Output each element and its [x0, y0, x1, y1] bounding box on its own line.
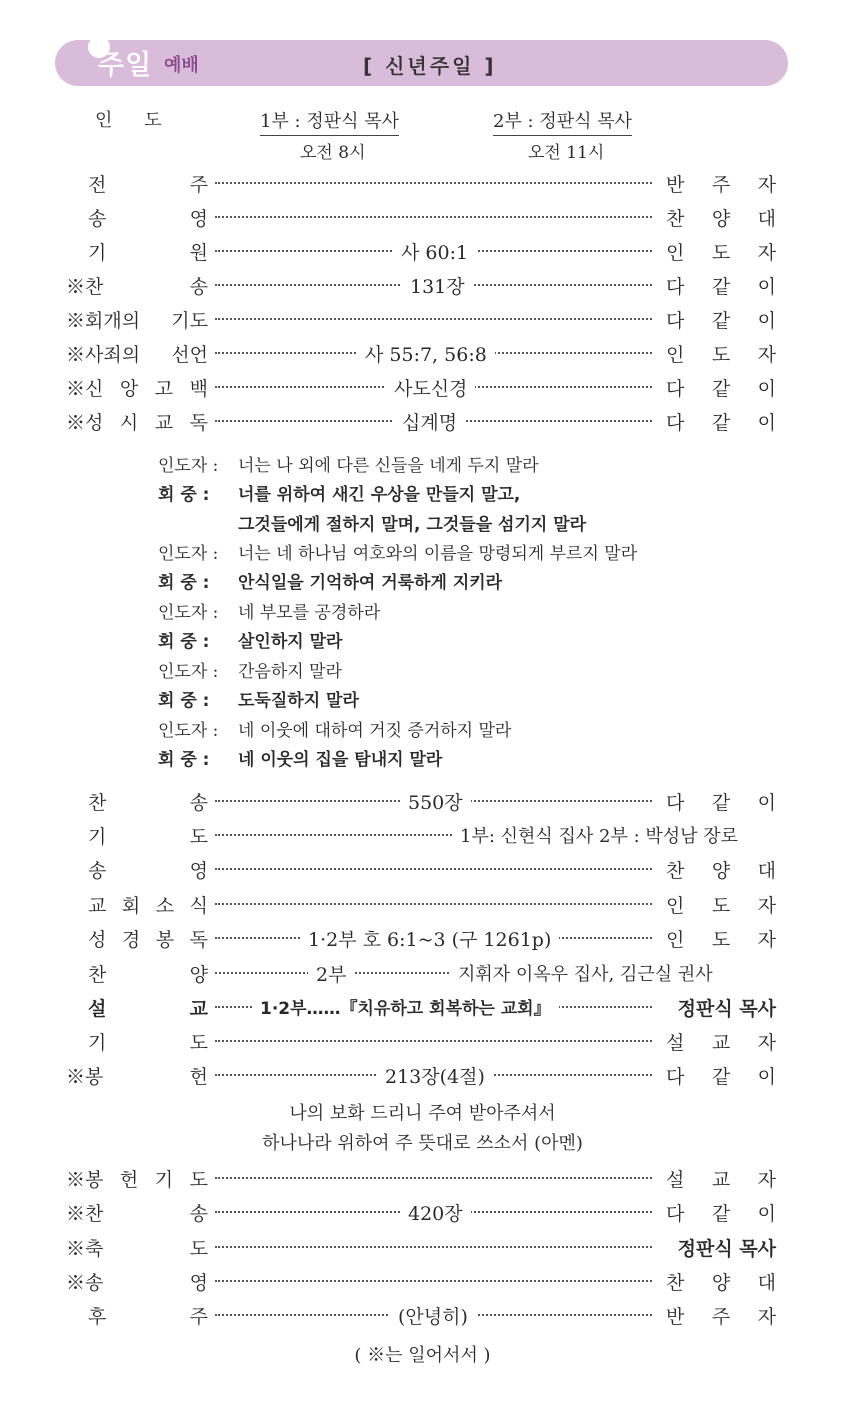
order-label: 찬 양: [88, 964, 208, 986]
order-right: 다 같 이: [666, 1066, 776, 1088]
offering-lyric: 나의 보화 드리니 주여 받아주셔서: [289, 1103, 556, 1124]
order-center: 사도신경: [386, 374, 475, 401]
service2-title: 2부 : 정판식 목사: [493, 107, 632, 136]
dot-leader: [215, 1280, 652, 1282]
order-center: 사 55:7, 56:8: [357, 340, 495, 367]
order-right: 인 도 자: [666, 895, 776, 917]
order-right: 찬 양 대: [666, 860, 776, 882]
page-title: [ 신년주일 ]: [363, 54, 497, 78]
order-row: [0, 238, 845, 268]
order-row: [0, 891, 845, 921]
order-row: [0, 306, 845, 336]
dot-leader: [215, 903, 652, 905]
order-right: 지휘자 이옥우 집사, 김근실 권사: [450, 960, 721, 986]
order-label: 성 경 봉 독: [88, 929, 208, 951]
order-right: 다 같 이: [666, 1203, 776, 1225]
order-center: 131장: [402, 272, 473, 299]
dot-leader: [215, 216, 652, 218]
order-label: ※찬 송: [66, 276, 208, 298]
order-row: [0, 272, 845, 302]
order-row: [0, 994, 845, 1024]
order-label: 송 영: [88, 208, 208, 230]
order-row: [0, 925, 845, 955]
order-row: [0, 170, 845, 200]
order-center: 2부: [308, 960, 354, 987]
order-row: [0, 856, 845, 886]
order-right: 설 교 자: [666, 1169, 776, 1191]
order-right: 다 같 이: [666, 378, 776, 400]
order-center: 사 60:1: [393, 238, 476, 265]
dot-leader: [215, 182, 652, 184]
order-row: [0, 340, 845, 370]
dot-leader: [215, 834, 455, 836]
order-row: [0, 788, 845, 818]
order-row: [0, 204, 845, 234]
order-label: ※봉 헌 기 도: [66, 1169, 208, 1191]
order-row: [0, 1268, 845, 1298]
order-right: 1부: 신현식 집사 2부 : 박성남 장로: [452, 822, 746, 848]
order-label: ※성 시 교 독: [66, 412, 208, 434]
order-right: 다 같 이: [666, 792, 776, 814]
order-label: ※사죄의 선언: [66, 344, 208, 366]
order-row: [0, 822, 845, 852]
order-row: [0, 374, 845, 404]
order-row: [0, 1302, 845, 1332]
order-label: 기 도: [88, 1032, 208, 1054]
order-center: 1·2부 호 6:1~3 (구 1261p): [300, 925, 559, 952]
logo-main: 주일: [98, 50, 153, 81]
order-label: ※신 앙 고 백: [66, 378, 208, 400]
order-right: 인 도 자: [666, 344, 776, 366]
order-label: 찬 송: [88, 792, 208, 814]
order-row: [0, 1062, 845, 1092]
order-row: [0, 960, 845, 990]
order-right: 인 도 자: [666, 929, 776, 951]
footnote: ( ※는 일어서서 ): [354, 1345, 491, 1366]
dot-leader: [215, 318, 652, 320]
order-right: 찬 양 대: [666, 1272, 776, 1294]
order-center: 십계명: [394, 408, 465, 435]
service1-time: 오전 8시: [300, 143, 366, 163]
order-label: ※송 영: [66, 1272, 208, 1294]
dot-leader: [215, 1040, 652, 1042]
order-row: [0, 1199, 845, 1229]
sermon-title: 1·2부……『치유하고 회복하는 교회』: [252, 994, 559, 1019]
dot-leader: [215, 1246, 652, 1248]
order-row: [0, 1028, 845, 1058]
order-right: 찬 양 대: [666, 208, 776, 230]
order-right: 다 같 이: [666, 310, 776, 332]
order-row: [0, 1234, 845, 1264]
order-center: 420장: [400, 1199, 471, 1226]
order-right: 정판식 목사: [677, 998, 776, 1020]
order-label: 기 도: [88, 826, 208, 848]
order-row: [0, 1165, 845, 1195]
order-label: ※회개의 기도: [66, 310, 208, 332]
order-label: 설 교: [88, 998, 208, 1020]
logo-sub: 예배: [164, 55, 199, 76]
order-label: 기 원: [88, 242, 208, 264]
order-center: (안녕히): [390, 1302, 476, 1329]
order-right: 다 같 이: [666, 412, 776, 434]
order-label: ※찬 송: [66, 1203, 208, 1225]
order-right: 인 도 자: [666, 242, 776, 264]
order-center: 550장: [400, 788, 471, 815]
order-label: 전 주: [88, 174, 208, 196]
order-right: 다 같 이: [666, 276, 776, 298]
service1-title: 1부 : 정판식 목사: [260, 107, 399, 136]
order-label: ※봉 헌: [66, 1066, 208, 1088]
order-right: 반 주 자: [666, 174, 776, 196]
service2-time: 오전 11시: [528, 143, 605, 163]
order-label: 교 회 소 식: [88, 895, 208, 917]
order-right: 설 교 자: [666, 1032, 776, 1054]
order-right: 반 주 자: [666, 1306, 776, 1328]
dot-leader: [215, 868, 652, 870]
order-row: [0, 408, 845, 438]
offering-lyric: 하나나라 위하여 주 뜻대로 쓰소서 (아멘): [262, 1133, 583, 1154]
intro-label: 인 도: [95, 110, 162, 131]
order-label: 송 영: [88, 860, 208, 882]
order-right: 정판식 목사: [677, 1238, 776, 1260]
order-label: 후 주: [88, 1306, 208, 1328]
dot-leader: [215, 1177, 652, 1179]
order-label: ※축 도: [66, 1238, 208, 1260]
order-center: 213장(4절): [377, 1062, 493, 1089]
